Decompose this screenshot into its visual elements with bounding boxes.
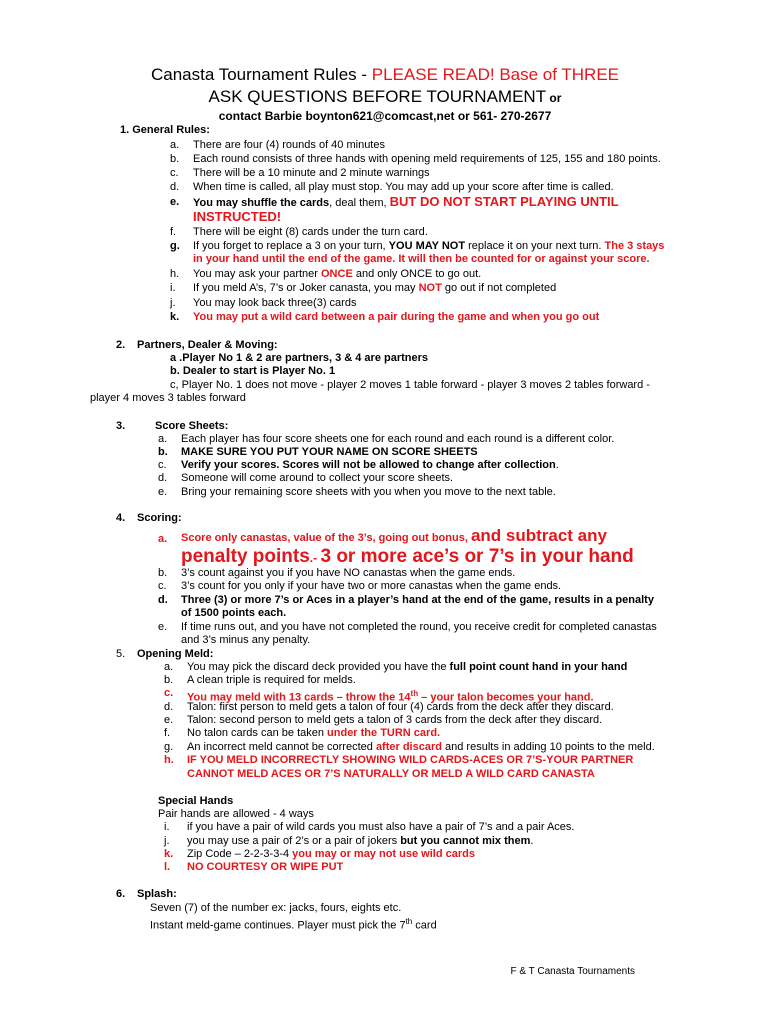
s5-c-text: You may meld with 13 cards – throw the 14th – your talon becomes your hand. (187, 689, 594, 704)
s1-j-marker: j. (170, 297, 176, 309)
s4-b-marker: b. (158, 567, 168, 579)
s5-g-text: An incorrect meld cannot be corrected after discard and results in adding 10 points to the meld. (187, 741, 655, 753)
s4-a-text: Score only canastas, value of the 3’s, going out bonus, and subtract any (181, 526, 607, 545)
s4-a-text-cont: penalty points.- 3 or more ace’s or 7’s in your hand (181, 546, 634, 567)
s1-g-text-cont: in your hand until the end of the game. It will then be counted for or against your score. (193, 253, 650, 265)
s5-a-text: You may pick the discard deck provided you have the full point count hand in your hand (187, 661, 628, 673)
s1-e-text-cont: INSTRUCTED! (193, 209, 282, 224)
s3-d-marker: d. (158, 472, 168, 484)
s5-e-marker: e. (164, 714, 174, 726)
s5-e-text: Talon: second person to meld gets a talon of 3 cards from the deck after they discard. (187, 714, 603, 726)
s4-a-marker: a. (158, 533, 168, 545)
s1-c-text: There will be a 10 minute and 2 minute warnings (193, 167, 430, 179)
s4-c-text: 3’s count for you only if your have two or more canastas when the game ends. (181, 580, 562, 592)
s1-d-marker: d. (170, 181, 180, 193)
s2-c-text: c, Player No. 1 does not move - player 2 moves 1 table forward - player 3 moves 2 tables forward - (170, 379, 650, 391)
section-4-heading: Scoring: (137, 512, 182, 524)
s3-c-text: Verify your scores. Scores will not be allowed to change after collection. (181, 459, 559, 471)
s4-c-marker: c. (158, 580, 167, 592)
s3-a-text: Each player has four score sheets one for each round and each round is a different color. (181, 433, 615, 445)
s5-g-marker: g. (164, 741, 174, 753)
s1-d-text: When time is called, all play must stop. You may add up your score after time is called. (193, 181, 614, 193)
contact-line: contact Barbie boynton621@comcast,net or 561- 270-2677 (218, 109, 552, 123)
s1-h-marker: h. (170, 268, 180, 280)
section-2-number: 2. (116, 339, 126, 351)
s3-e-text: Bring your remaining score sheets with you when you move to the next table. (181, 486, 556, 498)
special-i-text: if you have a pair of wild cards you must also have a pair of 7’s and a pair Aces. (187, 821, 575, 833)
s1-k-text: You may put a wild card between a pair during the game and when you go out (193, 311, 600, 323)
s5-f-marker: f. (164, 727, 171, 739)
title-text: Canasta Tournament Rules - (150, 65, 372, 84)
s4-d-text-cont: of 1500 points each. (181, 607, 287, 619)
title-red-text: PLEASE READ! Base of THREE (371, 65, 620, 84)
special-k-text: Zip Code – 2-2-3-3-4 you may or may not use wild cards (187, 848, 475, 860)
s5-b-text: A clean triple is required for melds. (187, 674, 356, 686)
s1-a-marker: a. (170, 139, 180, 151)
ask-or-text: or (546, 91, 562, 105)
s4-d-marker: d. (158, 594, 168, 606)
special-j-text: you may use a pair of 2’s or a pair of jokers but you cannot mix them. (187, 835, 534, 847)
ask-text: ASK QUESTIONS BEFORE TOURNAMENT (208, 87, 547, 106)
s3-b-marker: b. (158, 446, 168, 458)
special-l-marker: l. (164, 861, 171, 873)
section-2-heading: Partners, Dealer & Moving: (137, 339, 278, 351)
special-j-marker: j. (164, 835, 170, 847)
s4-b-text: 3’s count against you if you have NO canastas when the game ends. (181, 567, 516, 579)
s5-h-text: IF YOU MELD INCORRECTLY SHOWING WILD CARDS-ACES OR 7’S-YOUR PARTNER (187, 754, 634, 766)
s1-h-text: You may ask your partner ONCE and only ONCE to go out. (193, 268, 482, 280)
s2-c-text-cont: player 4 moves 3 tables forward (90, 392, 246, 404)
page-subtitle (0, 86, 770, 109)
s3-c-marker: c. (158, 459, 167, 471)
s1-i-marker: i. (170, 282, 176, 294)
section-5-heading: Opening Meld: (137, 648, 214, 660)
section-4-number: 4. (116, 512, 126, 524)
section-3-heading: Score Sheets: (155, 420, 229, 432)
s1-e-text: You may shuffle the cards, deal them, BUT DO NOT START PLAYING UNTIL (193, 194, 619, 209)
s3-e-marker: e. (158, 486, 168, 498)
s1-j-text: You may look back three(3) cards (193, 297, 357, 309)
s3-a-marker: a. (158, 433, 168, 445)
s1-a-text: There are four (4) rounds of 40 minutes (193, 139, 385, 151)
s1-g-text: If you forget to replace a 3 on your turn, YOU MAY NOT replace it on your next turn. The 3 stays (193, 240, 665, 252)
special-l-text: NO COURTESY OR WIPE PUT (187, 861, 344, 873)
s2-b-text: b. Dealer to start is Player No. 1 (170, 365, 336, 377)
s1-c-marker: c. (170, 167, 179, 179)
s6-line-1: Seven (7) of the number ex: jacks, fours, eights etc. (150, 902, 402, 914)
section-6-heading: Splash: (137, 888, 177, 900)
s2-a-text: a .Player No 1 & 2 are partners, 3 & 4 are partners (170, 352, 429, 364)
special-i-marker: i. (164, 821, 170, 833)
s5-d-marker: d. (164, 701, 174, 713)
section-3-number: 3. (116, 420, 126, 432)
s4-d-text: Three (3) or more 7’s or Aces in a player’s hand at the end of the game, results in a penalty (181, 594, 654, 606)
s1-i-text: If you meld A’s, 7’s or Joker canasta, you may NOT go out if not completed (193, 282, 557, 294)
s4-e-marker: e. (158, 621, 168, 633)
s1-b-text: Each round consists of three hands with opening meld requirements of 125, 155 and 180 points. (193, 153, 661, 165)
s4-e-text-cont: and 3’s minus any penalty. (181, 634, 311, 646)
s1-b-marker: b. (170, 153, 180, 165)
special-hands-heading: Special Hands (158, 795, 234, 807)
page-title (0, 64, 770, 86)
s5-c-marker: c. (164, 687, 174, 699)
s1-f-text: There will be eight (8) cards under the turn card. (193, 226, 428, 238)
s3-d-text: Someone will come around to collect your score sheets. (181, 472, 454, 484)
s5-a-marker: a. (164, 661, 174, 673)
section-6-number: 6. (116, 888, 126, 900)
special-k-marker: k. (164, 848, 174, 860)
s5-h-text-cont: CANNOT MELD ACES OR 7’S NATURALLY OR MELD A WILD CARD CANASTA (187, 768, 595, 780)
s1-e-marker: e. (170, 196, 180, 208)
s1-g-marker: g. (170, 240, 180, 252)
s1-k-marker: k. (170, 311, 180, 323)
page-footer: F & T Canasta Tournaments (510, 966, 635, 977)
s5-f-text: No talon cards can be taken under the TURN card. (187, 727, 441, 739)
section-5-number: 5. (116, 648, 126, 660)
s5-d-text: Talon: first person to meld gets a talon of four (4) cards from the deck after they discard. (187, 701, 614, 713)
s3-b-text: MAKE SURE YOU PUT YOUR NAME ON SCORE SHEETS (181, 446, 478, 458)
special-hands-subtitle: Pair hands are allowed - 4 ways (158, 808, 314, 820)
s5-b-marker: b. (164, 674, 174, 686)
s5-h-marker: h. (164, 754, 174, 766)
s6-line-2: Instant meld-game continues. Player must pick the 7th card (150, 917, 437, 932)
section-1-heading: 1. General Rules: (120, 124, 210, 136)
s4-e-text: If time runs out, and you have not completed the round, you receive credit for completed canastas (181, 621, 657, 633)
s1-f-marker: f. (170, 226, 177, 238)
